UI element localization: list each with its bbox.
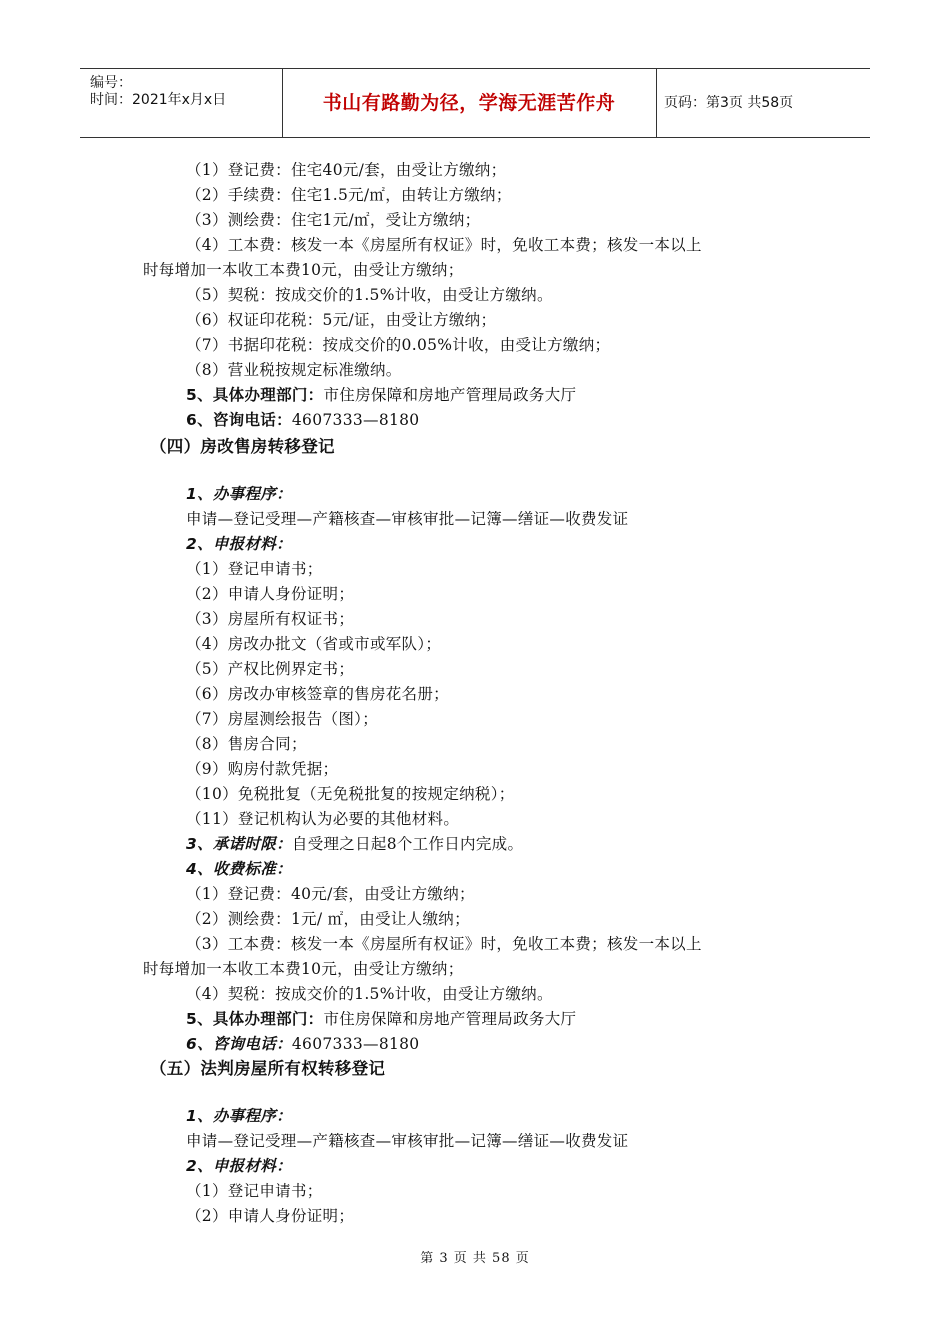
document-number-label: 编号： (90, 75, 132, 91)
fee-line: （6）权证印花税：5元/证，由受让方缴纳； (186, 311, 497, 329)
materials-heading: 2、申报材料： (186, 1157, 292, 1175)
fee-line: （1）登记费：住宅40元/套，由受让方缴纳； (186, 161, 507, 179)
document-date: 时间：2021年x月x日 (90, 92, 227, 108)
page-info: 页码：第3页 共58页 (664, 95, 794, 111)
fee-line: （2）手续费：住宅1.5元/㎡，由转让方缴纳； (186, 186, 512, 204)
fee-line: （3）工本费：核发一本《房屋所有权证》时，免收工本费；核发一本以上 (186, 935, 702, 953)
material-item: （6）房改办审核签章的售房花名册； (186, 685, 449, 703)
material-item: （3）房屋所有权证书； (186, 610, 355, 628)
department-line (186, 1009, 576, 1029)
procedure-steps: 申请—登记受理—产籍核查—审核审批—记簿—缮证—收费发证 (186, 510, 629, 528)
fee-line: （3）测绘费：住宅1元/㎡，受让方缴纳； (186, 211, 481, 229)
material-item: （2）申请人身份证明； (186, 585, 355, 603)
time-limit-label: 3、承诺时限： (186, 835, 292, 853)
material-item: （1）登记申请书； (186, 1182, 323, 1200)
material-item: （4）房改办批文（省或市或军队）； (186, 635, 442, 653)
fee-line: （4）契税：按成交价的1.5%计收，由受让方缴纳。 (186, 985, 553, 1003)
procedure-heading: 1、办事程序： (186, 485, 292, 503)
department-value: 市住房保障和房地产管理局政务大厅 (323, 1010, 577, 1028)
department-label: 5、具体办理部门： (186, 386, 324, 404)
phone-value: 4607333—8180 (291, 1035, 420, 1053)
materials-heading: 2、申报材料： (186, 535, 292, 553)
header-left-cell (80, 69, 283, 137)
time-limit-value: 自受理之日起8个工作日内完成。 (291, 835, 524, 853)
procedure-heading: 1、办事程序： (186, 1107, 292, 1125)
fee-line: （1）登记费：40元/套，由受让方缴纳； (186, 885, 475, 903)
material-item: （8）售房合同； (186, 735, 307, 753)
material-item: （1）登记申请书； (186, 560, 323, 578)
department-line (186, 385, 576, 405)
fee-line: （2）测绘费：1元/ ㎡，由受让人缴纳； (186, 910, 470, 928)
department-label: 5、具体办理部门： (186, 1010, 324, 1028)
section-heading-4: （四）房改售房转移登记 (150, 437, 335, 456)
fee-line: 时每增加一本收工本费10元，由受让方缴纳； (143, 960, 464, 978)
phone-value: 4607333—8180 (291, 411, 420, 429)
fee-line: （8）营业税按规定标准缴纳。 (186, 361, 402, 379)
material-item: （7）房屋测绘报告（图）； (186, 710, 379, 728)
phone-label: 6、咨询电话： (186, 1035, 292, 1053)
header-right-cell (656, 69, 870, 137)
fee-line: （7）书据印花税：按成交价的0.05%计收，由受让方缴纳； (186, 336, 611, 354)
material-item: （11）登记机构认为必要的其他材料。 (186, 810, 460, 828)
material-item: （10）免税批复（无免税批复的按规定纳税）； (186, 785, 515, 803)
page-header (80, 68, 870, 138)
fee-line: 时每增加一本收工本费10元，由受让方缴纳； (143, 261, 464, 279)
phone-label: 6、咨询电话： (186, 411, 292, 429)
phone-line (186, 1034, 419, 1054)
header-center-cell (282, 69, 657, 137)
procedure-steps: 申请—登记受理—产籍核查—审核审批—记簿—缮证—收费发证 (186, 1132, 629, 1150)
material-item: （9）购房付款凭据； (186, 760, 339, 778)
fees-heading: 4、收费标准： (186, 860, 292, 878)
material-item: （2）申请人身份证明； (186, 1207, 355, 1225)
header-motto: 书山有路勤为径，学海无涯苦作舟 (322, 92, 616, 114)
fee-line: （4）工本费：核发一本《房屋所有权证》时，免收工本费；核发一本以上 (186, 236, 702, 254)
department-value: 市住房保障和房地产管理局政务大厅 (323, 386, 577, 404)
page-footer: 第 3 页 共 58 页 (420, 1251, 530, 1266)
fee-line: （5）契税：按成交价的1.5%计收，由受让方缴纳。 (186, 286, 553, 304)
time-limit-line (186, 834, 523, 854)
section-heading-5: （五）法判房屋所有权转移登记 (150, 1059, 386, 1078)
phone-line (186, 410, 419, 430)
material-item: （5）产权比例界定书； (186, 660, 355, 678)
